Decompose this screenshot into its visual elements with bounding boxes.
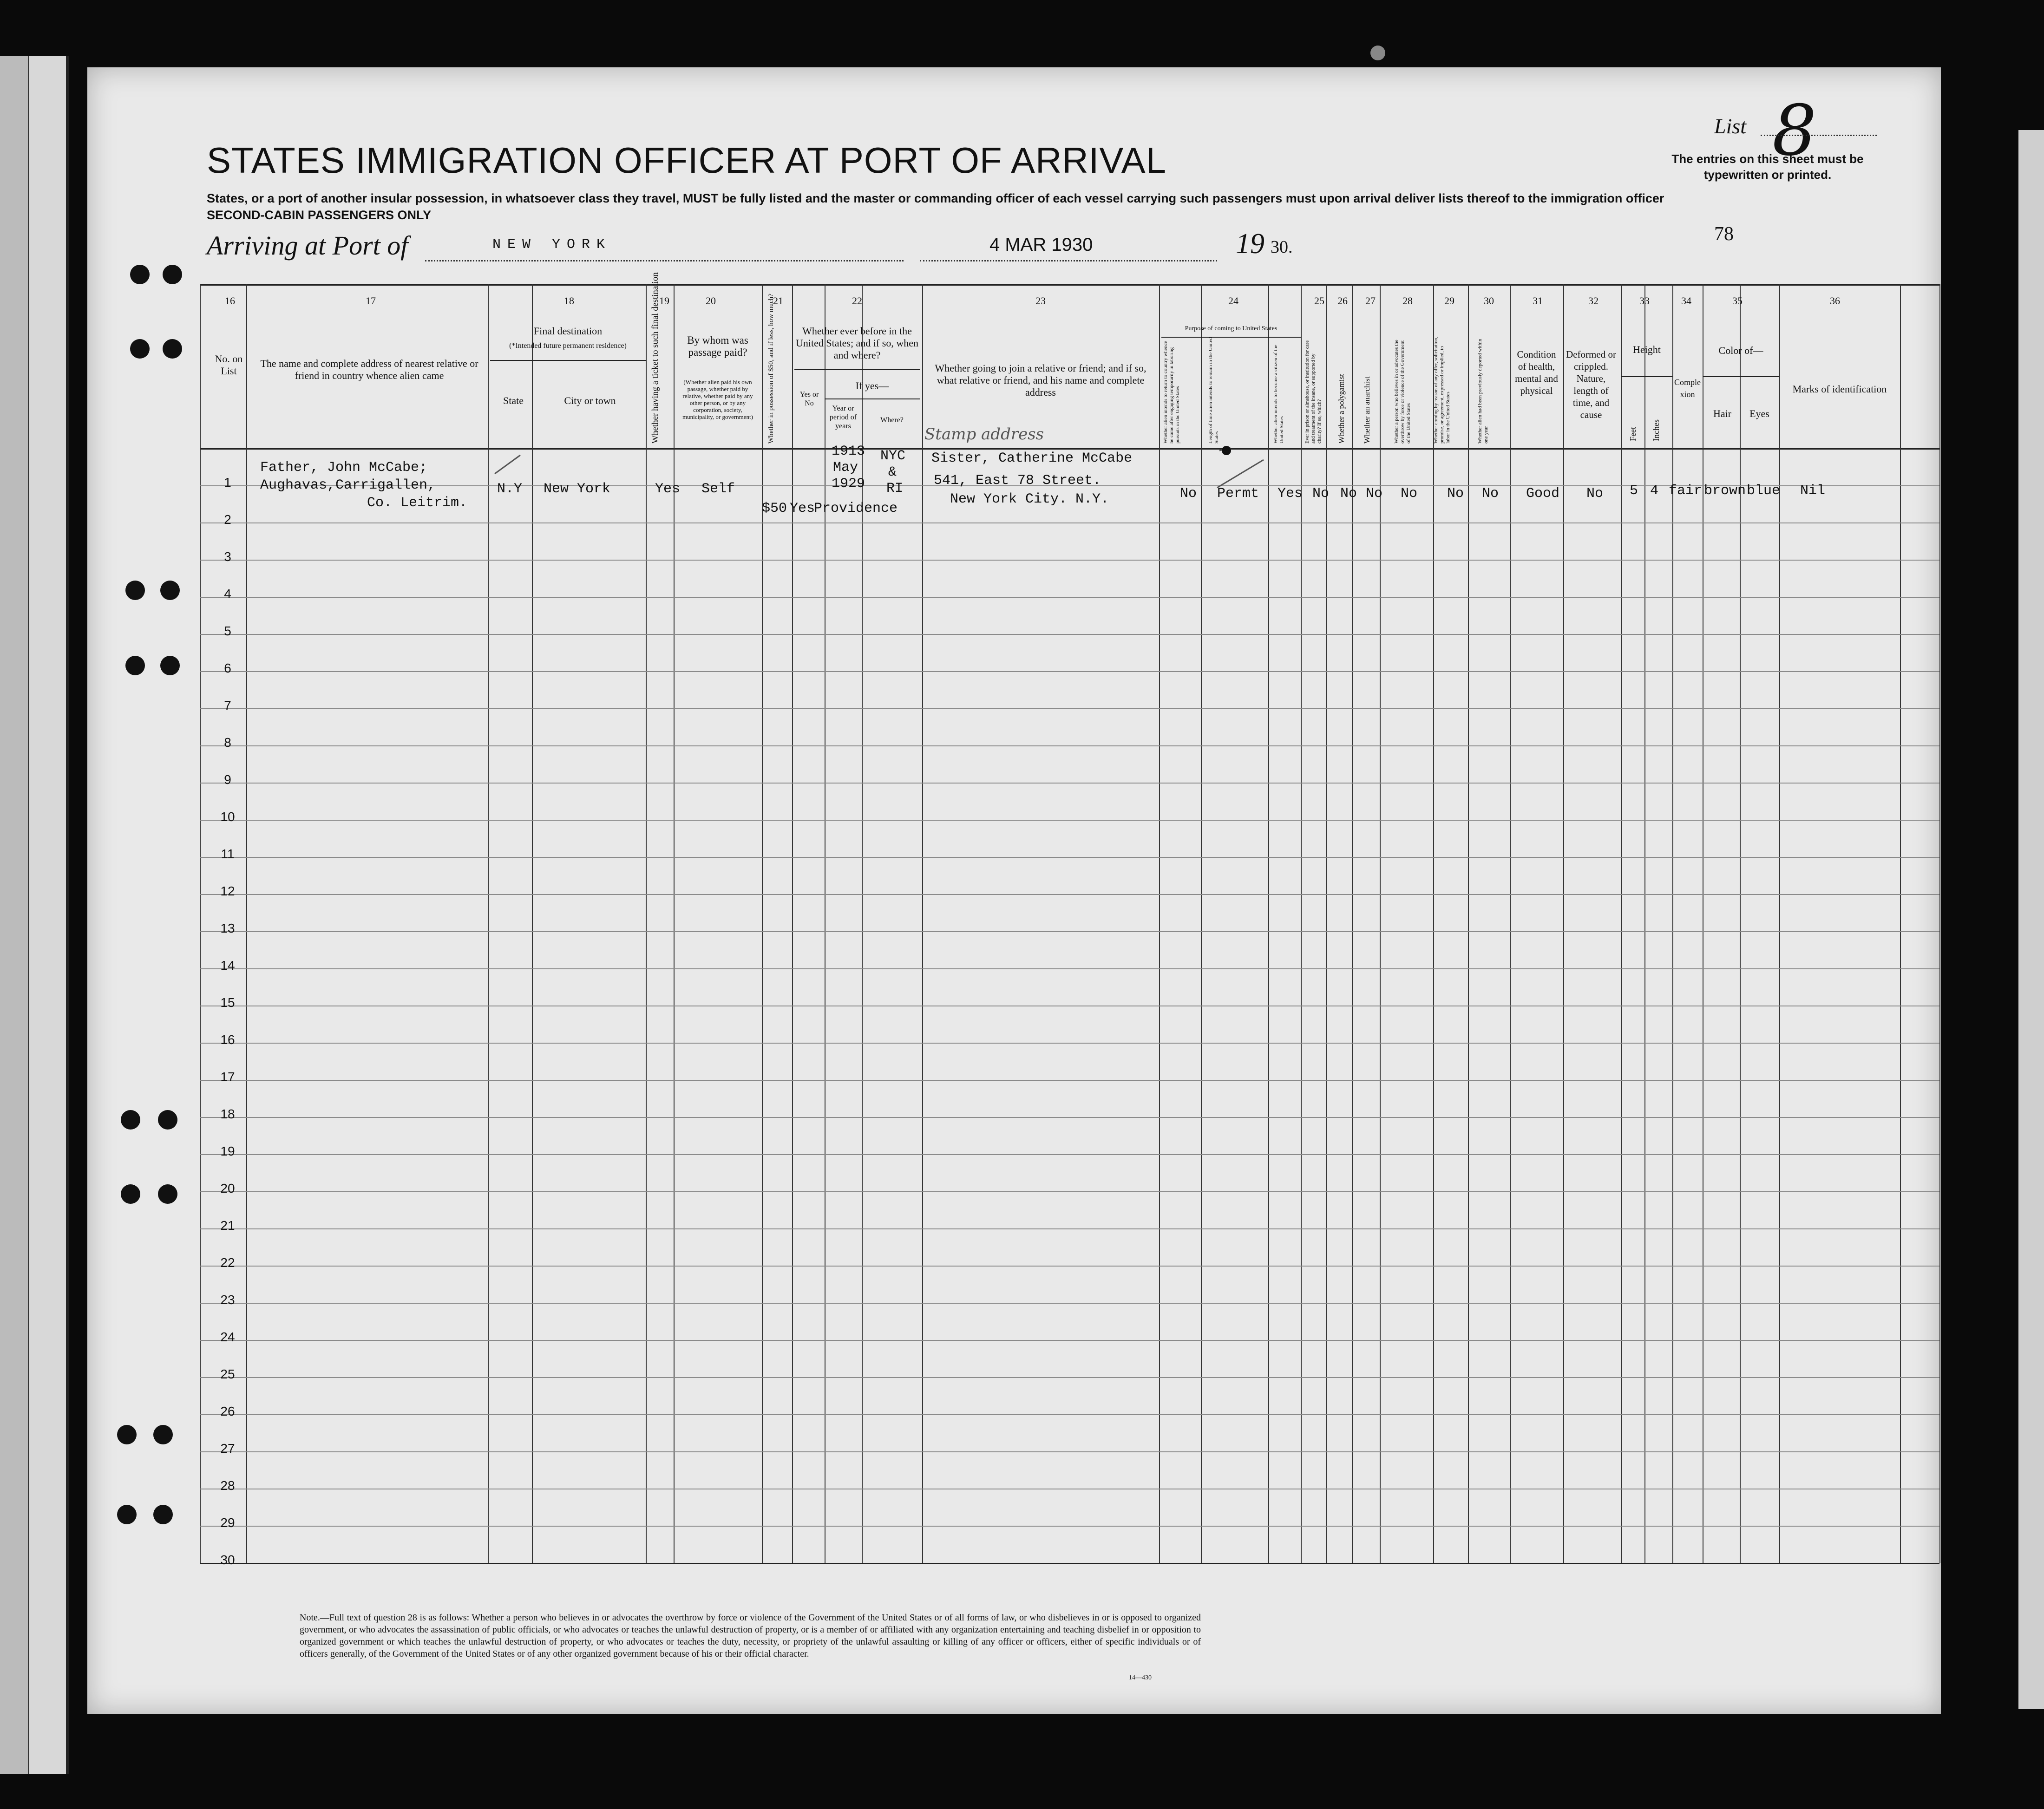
col-num: 27 — [1365, 295, 1376, 307]
column-rule — [1563, 284, 1564, 1563]
page-title: STATES IMMIGRATION OFFICER AT PORT OF ARRIVAL — [207, 140, 1167, 181]
column-rule — [1301, 284, 1302, 1563]
hdr-city: City or town — [564, 395, 616, 406]
hdr-if-yes: If yes— — [855, 380, 889, 392]
entry-marks: Nil — [1800, 483, 1826, 499]
hdr-no-on-list: No. on List — [215, 353, 243, 377]
entry-polygamist: No — [1340, 486, 1357, 502]
hdr-deformed: Deformed or crippled. Nature, length of time, and cause — [1566, 349, 1616, 420]
row-number: 13 — [220, 921, 235, 935]
row-number: 25 — [220, 1367, 235, 1381]
row-number: 12 — [220, 884, 235, 898]
row-rule — [200, 1228, 1939, 1229]
check-mark — [492, 453, 525, 481]
row-rule — [200, 857, 1939, 858]
column-rule — [1621, 284, 1622, 1563]
entry-join-line3: New York City. N.Y. — [950, 491, 1109, 507]
entry-purpose-citizen: Yes — [1278, 486, 1303, 502]
port-dotted-line — [425, 260, 904, 261]
hdr-feet: Feet — [1628, 427, 1638, 441]
entry-where-typed: Providence — [814, 501, 898, 516]
row-number: 1 — [224, 475, 231, 490]
row-rule — [200, 634, 1939, 635]
row-rule — [200, 522, 1939, 523]
hdr-polygamist: Whether a polygamist — [1337, 373, 1346, 444]
binder-hole — [160, 581, 180, 600]
hdr-prison: Ever in prison or almshouse, or institution for care and treatment of the insane, or supported by charity? If so, which? — [1304, 340, 1322, 444]
row-number: 18 — [220, 1107, 235, 1121]
hdr-contract: Whether coming by reason of any offer, solicitation, promise, or agreement, expressed or implied, to labor in the United States — [1433, 337, 1451, 444]
column-rule — [792, 284, 793, 1563]
hdr-final-destination: Final destination — [533, 325, 603, 337]
column-rule — [488, 284, 489, 1563]
row-number: 19 — [220, 1144, 235, 1158]
binder-hole — [158, 1184, 177, 1204]
entry-overthrow: No — [1401, 486, 1418, 502]
hdr-deported: Whether alien had been previously deported within one year — [1477, 339, 1489, 444]
hdr-color-of: Color of— — [1718, 345, 1763, 356]
col-num: 25 — [1314, 295, 1324, 307]
col-num: 34 — [1681, 295, 1691, 307]
hdr-height: Height — [1633, 344, 1661, 355]
col-num: 20 — [706, 295, 716, 307]
row-number: 29 — [220, 1515, 235, 1530]
row-number: 21 — [220, 1218, 235, 1233]
column-rule — [1672, 284, 1673, 1563]
row-rule — [200, 1117, 1939, 1118]
col-num: 35 — [1732, 295, 1743, 307]
row-number: 23 — [220, 1293, 235, 1307]
year-prefix: 19 — [1236, 228, 1264, 260]
row-number: 16 — [220, 1032, 235, 1047]
column-rule — [1900, 284, 1901, 1563]
list-number: 8 — [1772, 91, 1817, 171]
column-rule — [762, 284, 763, 1563]
hdr-inches: Inches — [1651, 419, 1661, 441]
form-code: 14—430 — [1129, 1674, 1152, 1681]
column-rule — [1779, 284, 1780, 1563]
color-subrule — [1703, 376, 1779, 377]
column-rule — [1201, 284, 1202, 1563]
dest-subrule — [490, 360, 646, 361]
punch-mark — [1370, 46, 1385, 60]
date-dotted-line — [920, 260, 1217, 261]
arriving-label: Arriving at Port of — [207, 230, 408, 261]
column-rule — [532, 284, 533, 1563]
list-label: List — [1714, 114, 1747, 138]
row-rule — [200, 1080, 1939, 1081]
entry-money: $50 — [762, 501, 787, 516]
column-rule — [1740, 284, 1741, 1563]
hdr-ticket: Whether having a ticket to such final destination — [650, 272, 660, 444]
col-num: 29 — [1444, 295, 1454, 307]
adjacent-page — [29, 56, 69, 1774]
row-number: 7 — [224, 698, 231, 712]
binder-hole — [160, 656, 180, 675]
row-number: 9 — [224, 772, 231, 787]
hdr-complexion: Complexion — [1674, 378, 1701, 399]
port-value: NEW YORK — [492, 237, 612, 253]
entry-paid-by: Self — [701, 481, 735, 497]
entry-ticket: Yes — [655, 481, 681, 497]
footer-note: Note.—Full text of question 28 is as follows: Whether a person who believes in or advocates the overthrow by force or violence of the Government of the United States or of all forms of law, or who disbelieves in or is opposed to organized government, or who advocates the assassination of public officials, or who advocates or teaches the unlawful destruction of property, or is a member of or affiliated with any organization entertaining and teaching disbelief in or opposition to organized government or which teaches the unlawful destruction of property, or who advocates or teaches the duty, necessity, or propriety of the unlawful assaulting or killing of any officer or officers, either of specific individuals or of officers generally, of the Government of the United States or of any other organized government because of his or their official character. — [300, 1613, 1201, 1659]
row-number: 22 — [220, 1255, 235, 1270]
row-rule — [200, 1266, 1939, 1267]
row-rule — [200, 597, 1939, 598]
row-rule — [200, 708, 1939, 709]
entry-years-1: 1913 — [832, 444, 865, 459]
entry-relative-line2: Aughavas,Carrigallen, — [260, 477, 436, 493]
column-rule — [1433, 284, 1434, 1563]
entry-anarchist: No — [1366, 486, 1383, 502]
ifyes-subrule — [825, 398, 920, 399]
entry-state: N.Y — [497, 481, 523, 497]
entry-city: New York — [544, 481, 611, 497]
entry-complexion: fair — [1669, 483, 1703, 499]
entry-prison: No — [1312, 486, 1330, 502]
column-rule — [1468, 284, 1469, 1563]
row-rule — [200, 894, 1939, 895]
binder-hole — [130, 339, 150, 359]
row-rule — [200, 745, 1939, 746]
column-rule — [1939, 284, 1940, 1563]
binder-hole — [163, 265, 182, 284]
binder-hole — [163, 339, 182, 359]
binder-hole — [117, 1425, 137, 1444]
entry-purpose-return: No — [1180, 486, 1197, 502]
height-subrule — [1621, 376, 1672, 377]
col-num: 16 — [225, 295, 235, 307]
col-num: 19 — [659, 295, 669, 307]
row-number: 11 — [221, 847, 235, 861]
row-number: 14 — [220, 958, 235, 973]
row-number: 24 — [220, 1330, 235, 1344]
hdr-state: State — [503, 395, 524, 406]
entry-purpose-length: Permt — [1217, 486, 1259, 502]
binder-hole — [153, 1505, 173, 1524]
before-subrule — [794, 369, 920, 370]
column-rule — [1352, 284, 1353, 1563]
entry-deformed: No — [1586, 486, 1604, 502]
column-rule — [1510, 284, 1511, 1563]
binder-hole — [117, 1505, 137, 1524]
entry-before-yes: Yes — [790, 501, 815, 516]
hdr-eyes: Eyes — [1749, 408, 1769, 419]
col-num: 28 — [1402, 295, 1413, 307]
column-rule — [1380, 284, 1381, 1563]
row-rule — [200, 560, 1939, 561]
entry-inches: 4 — [1650, 483, 1659, 499]
column-rule — [922, 284, 923, 1563]
list-underline — [1761, 135, 1877, 136]
binder-hole — [125, 581, 145, 600]
class-line: SECOND-CABIN PASSENGERS ONLY — [207, 208, 432, 222]
subtitle: States, or a port of another insular possession, in whatsoever class they travel, MUST be fully listed and the master or commanding officer of each vessel carrying such passengers must upon arrival deliver lists thereof to the immigration officer — [207, 191, 1664, 205]
col-num: 36 — [1830, 295, 1840, 307]
row-rule — [200, 820, 1939, 821]
row-number: 6 — [224, 661, 231, 675]
row-rule — [200, 1154, 1939, 1155]
hdr-health: Condition of health, mental and physical — [1515, 349, 1558, 396]
adjacent-page-edge — [0, 56, 30, 1774]
col-num: 32 — [1588, 295, 1599, 307]
entry-contract: No — [1447, 486, 1464, 502]
table-top-rule — [200, 284, 1939, 286]
row-rule — [200, 1043, 1939, 1044]
hdr-joining: Whether going to join a relative or friend; and if so, what relative or friend, and his name and complete address — [935, 362, 1146, 398]
row-rule — [200, 1526, 1939, 1527]
row-rule — [200, 1191, 1939, 1192]
column-rule — [200, 284, 201, 1563]
binder-hole — [121, 1110, 140, 1130]
row-number: 20 — [220, 1181, 235, 1195]
hdr-before-us: Whether ever before in the United States; and if so, when and where? — [796, 325, 918, 361]
entry-eyes: blue — [1747, 483, 1781, 499]
row-number: 8 — [224, 735, 231, 750]
row-number: 26 — [220, 1404, 235, 1418]
column-rule — [674, 284, 675, 1563]
entry-health: Good — [1526, 486, 1560, 502]
entry-where-3: RI — [886, 481, 904, 496]
check-mark — [1212, 441, 1273, 492]
binder-hole — [125, 656, 145, 675]
manifest-sheet — [87, 67, 1941, 1714]
hdr-final-destination-note: (*Intended future permanent residence) — [509, 342, 627, 350]
row-number: 5 — [224, 624, 231, 638]
col-num: 24 — [1228, 295, 1238, 307]
year-suffix: 30. — [1271, 237, 1293, 257]
row-number: 10 — [220, 810, 235, 824]
column-rule — [1326, 284, 1327, 1563]
row-number: 27 — [220, 1441, 235, 1456]
entry-where-1: NYC — [880, 448, 906, 464]
col-num: 33 — [1639, 295, 1650, 307]
entry-hair: brown — [1704, 483, 1746, 499]
entries-note: The entries on this sheet must be typewritten or printed. — [1671, 152, 1864, 182]
col-num: 18 — [564, 295, 574, 307]
row-rule — [200, 1414, 1939, 1415]
row-rule — [200, 1377, 1939, 1378]
row-rule — [200, 1340, 1939, 1341]
row-number: 2 — [224, 512, 231, 527]
row-rule — [200, 783, 1939, 784]
column-rule — [646, 284, 647, 1563]
page-number: 78 — [1714, 223, 1734, 245]
entry-relative-line3: Co. Leitrim. — [367, 495, 468, 511]
entry-join-line2: 541, East 78 Street. — [934, 473, 1101, 489]
binder-hole — [130, 265, 150, 284]
row-rule — [200, 931, 1939, 932]
entry-relative-line1: Father, John McCabe; — [260, 460, 428, 476]
entry-join-line1: Sister, Catherine McCabe — [931, 451, 1133, 466]
hdr-purpose-citizen: Whether alien intends to become a citizen of the United States — [1273, 345, 1284, 444]
entry-handwritten-note: Stamp address — [924, 425, 1044, 444]
col-num: 31 — [1533, 295, 1543, 307]
binder-hole — [158, 1110, 177, 1130]
hdr-money: Whether in possession of $50, and if less, how much? — [767, 294, 775, 444]
table-header-rule — [200, 448, 1939, 450]
row-rule — [200, 1451, 1939, 1452]
table-bottom-rule — [200, 1563, 1939, 1564]
col-num: 21 — [773, 295, 783, 307]
hdr-purpose: Purpose of coming to United States — [1185, 325, 1278, 332]
hdr-overthrow: Whether a person who believes in or advocates the overthrow by force or violence of the Government of the United States — [1394, 340, 1411, 444]
hdr-marks: Marks of identification — [1792, 383, 1887, 395]
column-rule — [1644, 284, 1645, 1563]
hdr-by-whom: By whom was passage paid? — [687, 334, 748, 358]
row-number: 4 — [224, 587, 231, 601]
entry-years-3: 1929 — [832, 476, 865, 492]
entry-feet: 5 — [1630, 483, 1638, 499]
column-rule — [246, 284, 247, 1563]
row-rule — [200, 968, 1939, 969]
entry-deported: No — [1482, 486, 1499, 502]
hdr-purpose-length: Length of time alien intends to remain in the United States — [1208, 337, 1219, 444]
binder-hole — [121, 1184, 140, 1204]
hdr-hair: Hair — [1713, 408, 1732, 419]
col-num: 17 — [366, 295, 376, 307]
hdr-by-whom-note: (Whether alien paid his own passage, whether paid by relative, whether paid by any other person, or by any corporation, society, municipality, or government) — [682, 379, 753, 420]
row-number: 30 — [220, 1553, 235, 1567]
entry-where-2: & — [888, 464, 897, 480]
column-rule — [1159, 284, 1160, 1563]
row-number: 15 — [220, 995, 235, 1010]
entry-years-2: May — [833, 460, 858, 476]
hdr-purpose-return: Whether alien intends to return to country whence he came after engaging temporarily in laboring pursuits in the United States — [1163, 341, 1180, 444]
hdr-anarchist: Whether an anarchist — [1363, 376, 1371, 444]
col-num: 23 — [1035, 295, 1046, 307]
adjacent-page-right — [2018, 130, 2044, 1709]
row-number: 28 — [220, 1478, 235, 1493]
hdr-where: Where? — [880, 416, 904, 424]
hdr-relative-address: The name and complete address of nearest relative or friend in country whence alien came — [260, 358, 478, 381]
col-num: 26 — [1337, 295, 1348, 307]
arrival-date: 4 MAR 1930 — [989, 235, 1093, 255]
row-rule — [200, 1303, 1939, 1304]
row-rule — [200, 671, 1939, 672]
hdr-yes-no: Yes or No — [799, 391, 819, 407]
col-num: 22 — [852, 295, 862, 307]
col-num: 30 — [1484, 295, 1494, 307]
row-number: 3 — [224, 549, 231, 564]
row-number: 17 — [220, 1070, 235, 1084]
hdr-year-period: Year or period of years — [829, 405, 857, 430]
binder-hole — [153, 1425, 173, 1444]
